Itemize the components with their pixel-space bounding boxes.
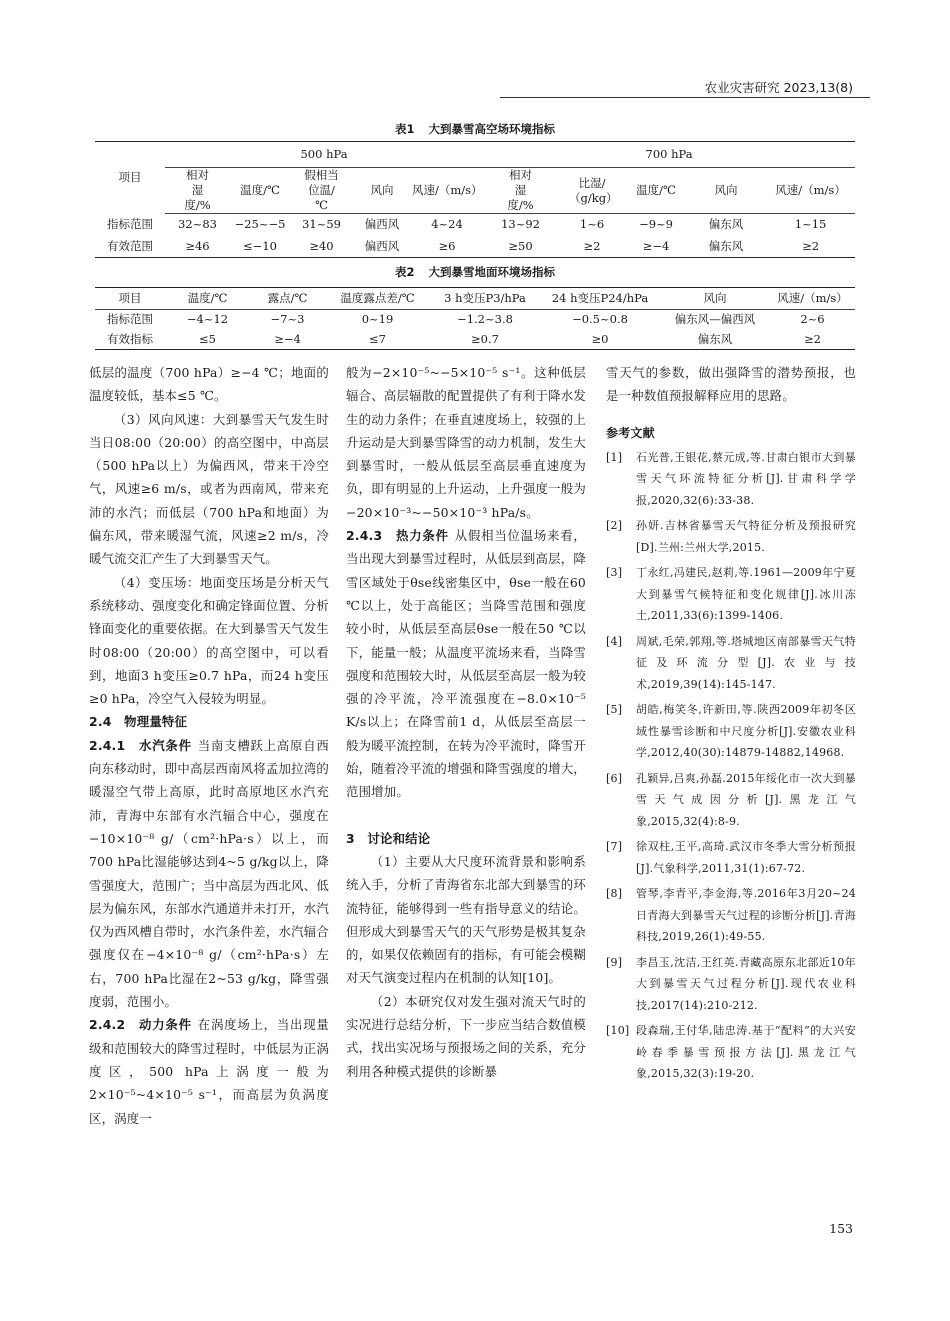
table-cell: 指标范围: [107, 217, 153, 231]
table-cell: ≤7: [369, 331, 386, 346]
paragraph: 2.4.1 水汽条件 当南支槽跃上高原自西向东移动时，即中高层西南风将孟加拉湾的暖湿空气带上高原，此时高原地区水汽充沛，青海中东部有水汽辐合中心，强度在−10×10⁻⁸ g/（cm²·hPa·s）以上，而700 hPa比湿能够达到4~5 g/kg以上，降雪强度大，范围广；当中高层为西北风、低层为偏东风，东部水汽通道并未打开，水汽仅为西风槽自带时，水汽条件差，水汽辐合强度仅在−4×10⁻⁸ g/（cm²·hPa·s）左右，700 hPa比湿在2~53 g/kg，降雪强度弱，范围小。: [89, 737, 330, 1010]
table-cell: 4~24: [431, 217, 463, 232]
table-cell: 有效指标: [107, 331, 153, 346]
reference-item: [2] 孙妍.吉林省暴雪天气特征分析及预报研究[D].兰州:兰州大学,2015.: [606, 519, 856, 554]
table-cell: ≥2: [804, 331, 821, 346]
reference-item: [3] 丁永红,冯建民,赵莉,等.1961—2009年宁夏大到暴雪气候特征和变化规律[J].冰川冻土,2011,33(6):1399-1406.: [606, 566, 856, 623]
table-cell: 偏东风: [708, 238, 744, 253]
table2-header: 24 h变压P24/hPa: [540, 288, 660, 310]
table-row: [95, 330, 855, 350]
paragraph: 雪天气的参数，做出强降雪的潜势预报，也是一种数值预报解释应用的思路。: [606, 365, 856, 404]
table-cell: −1.2~3.8: [457, 312, 513, 327]
paragraph: 低层的温度（700 hPa）≥−4 ℃；地面的温度较低，基本≤5 ℃。: [89, 365, 329, 404]
table-cell: 1~6: [579, 217, 605, 232]
table-cell: ≥2: [802, 238, 820, 253]
table-row: [95, 214, 855, 236]
table-cell: ≥−4: [642, 238, 670, 253]
paragraph: 2.4.2 动力条件 在涡度场上，当出现量级和范围较大的降雪过程时，中低层为正涡度区，500 hPa上涡度一般为2×10⁻⁵~4×10⁻⁵ s⁻¹，而高层为负涡度区，涡度一: [89, 1017, 330, 1126]
table1: [95, 141, 855, 258]
table2-header: 风向: [660, 288, 770, 310]
reference-item: [4] 周斌,毛荣,郭翔,等.塔城地区南部暴雪天气特征及环流分型[J].农业与技术,2019,39(14):145-147.: [606, 634, 856, 691]
table-cell: −9~9: [639, 217, 673, 232]
table-cell: 指标范围: [107, 312, 153, 327]
table2: [95, 287, 855, 350]
subsection-heading-2-4-2: 2.4.2 动力条件: [89, 1017, 192, 1033]
paragraph: （2）本研究仅对发生强对流天气时的实况进行总结分析，下一步应当结合数值模式，找出实况场与预报场之间的关系，充分利用各种模式提供的诊断暴: [346, 993, 586, 1079]
table-cell: ≥0.7: [471, 331, 499, 346]
table2-header: 露点/℃: [250, 288, 325, 310]
table-cell: −4~12: [186, 312, 229, 327]
paragraph: 2.4.3 热力条件 从假相当位温场来看，当出现大到暴雪过程时，从低层到高层，降雪区域处于θse线密集区中，θse一般在60 ℃以上，处于高能区；当降雪范围和强度较小时，从低层至高层θse一般在50 ℃以下，能量一般；从温度平流场来看，当降雪强度和范围较大时，从低层至高层一般为较强的冷平流，冷平流强度在−8.0×10⁻⁵ K/s以上；在降雪前1 d，从低层至高层一般为暖平流控制，在转为冷平流时，降雪开始，随着冷平流的增强和降雪强度的增大，范围增加。: [346, 528, 587, 800]
table-cell: ≥40: [309, 238, 334, 253]
table-cell: 0~19: [361, 312, 394, 327]
table1-header: 比湿/（g/kg）: [558, 168, 626, 214]
paragraph: 般为−2×10⁻⁵~−5×10⁻⁵ s⁻¹。这种低层辐合、高层辐散的配置提供了有利于降水发生的动力条件；在垂直速度场上，较强的上升运动是大到暴雪降雪的动力机制，发生大到暴雪时，一般从低层至高层垂直速度为负，即有明显的上升运动，上升强度一般为−20×10⁻³~−50×10⁻³ hPa/s。: [346, 365, 586, 520]
table-cell: 32~83: [178, 217, 217, 232]
table-cell: ≥−4: [274, 331, 301, 346]
table2-header: 3 h变压P3/hPa: [430, 288, 540, 310]
journal-header: 农业灾害研究 2023,13(8): [704, 80, 853, 95]
subsection-heading-2-4-1: 2.4.1 水汽条件: [89, 737, 192, 753]
table1-header: 相对湿度/%: [483, 168, 558, 214]
body-column-1: [89, 361, 329, 1130]
table-row: [95, 236, 855, 258]
table-cell: ≥2: [583, 238, 601, 253]
table1-number: 表1: [394, 122, 415, 136]
table2-header: 温度/℃: [165, 288, 250, 310]
table1-group-700: 700 hPa: [483, 142, 855, 168]
table1-header: 风速/（m/s）: [766, 168, 855, 214]
subsection-heading-2-4-3: 2.4.3 热力条件: [346, 528, 449, 544]
table-cell: 有效范围: [107, 238, 153, 253]
reference-item: [5] 胡皓,梅笑冬,许新田,等.陕西2009年初冬区域性暴雪诊断和中尺度分析[J].安徽农业科学,2012,40(30):14879-14882,14968.: [606, 703, 856, 760]
table2-header: 风速/（m/s）: [770, 288, 855, 310]
table-cell: ≥6: [438, 238, 456, 253]
table-cell: −25~−5: [234, 217, 286, 232]
table1-caption: [95, 121, 855, 137]
body-column-2: [346, 361, 586, 1083]
table-cell: ≤−10: [243, 238, 277, 253]
table-row: [95, 310, 855, 330]
paragraph: （3）风向风速：大到暴雪天气发生时当日08:00（20:00）的高空图中，中高层（500 hPa以上）为偏西风，带来干冷空气，风速≥6 m/s，或者为西南风，带来充沛的水汽；而低层（700 hPa和地面）为偏东风，带来暖湿气流，风速≥2 m/s，冷暖气流交汇产生了大到暴雪天气。: [89, 411, 329, 567]
table-cell: −0.5~0.8: [572, 312, 628, 327]
table1-header: 温度/℃: [626, 168, 686, 214]
reference-item: [1] 石光普,王银花,蔡元成,等.甘肃白银市大到暴雪天气环流特征分析[J].甘肃科学学报,2020,32(6):33-38.: [606, 450, 856, 507]
reference-item: [9] 李昌玉,沈洁,王红英.青藏高原东北部近10年大到暴雪天气过程分析[J].现代农业科技,2017(14):210-212.: [606, 955, 856, 1012]
table2-number: 表2: [394, 265, 415, 279]
paragraph: （1）主要从大尺度环流背景和影响系统入手，分析了青海省东北部大到暴雪的环流特征，能够得到一些有指导意义的结论。但形成大到暴雪天气的天气形势是极其复杂的，如果仅依赖固有的指标，有可能会模糊对天气演变过程内在机制的认知[10]。: [346, 853, 586, 986]
table1-header: 温度/℃: [230, 168, 290, 214]
page-number: 153: [829, 1221, 853, 1236]
table-cell: 2~6: [800, 312, 825, 327]
paragraph: （4）变压场：地面变压场是分析天气系统移动、强度变化和确定锋面位置、分析锋面变化的重要依据。在大到暴雪天气发生时08:00（20:00）的高空图中，可以看到，地面3 h变压≥0.7 hPa，而24 h变压≥0 hPa，冷空气入侵较为明显。: [89, 574, 329, 707]
table-cell: 偏东风: [697, 331, 733, 346]
table2-caption: [95, 264, 855, 280]
table2-header: 项目: [95, 288, 165, 310]
table-cell: ≥50: [508, 238, 533, 253]
reference-item: [6] 孔颖异,吕爽,孙磊.2015年绥化市一次大到暴雪天气成因分析[J].黑龙江气象,2015,32(4):8-9.: [606, 771, 856, 828]
reference-list: [606, 447, 856, 1085]
table-cell: ≤5: [199, 331, 216, 346]
table-cell: 偏西风: [364, 238, 400, 253]
section-heading-2-4: 2.4 物理量特征: [89, 714, 188, 730]
references-heading: 参考文献: [606, 425, 655, 440]
reference-item: [7] 徐双柱,王平,高琦.武汉市冬季大雪分析预报[J].气象科学,2011,31(1):67-72.: [606, 840, 856, 875]
table1-title: 大到暴雪高空场环境指标: [428, 122, 555, 136]
header-rule: [500, 97, 870, 98]
section-heading-3: 3 讨论和结论: [346, 830, 431, 846]
table2-header: 温度露点差/℃: [325, 288, 430, 310]
reference-item: [8] 管琴,李青平,李金海,等.2016年3月20~24日青海大到暴雪天气过程的诊断分析[J].青海科技,2019,26(1):49-55.: [606, 887, 856, 944]
table-cell: 1~15: [794, 217, 827, 232]
table-cell: 偏西风: [364, 217, 400, 232]
table1-item-header: 项目: [118, 170, 142, 185]
table1-header: 风向: [353, 168, 411, 214]
table-cell: 偏东风: [708, 217, 744, 232]
table1-header: 假相当位温/℃: [290, 168, 353, 214]
table-cell: −7~3: [270, 312, 305, 327]
table1-group-500: 500 hPa: [165, 142, 483, 168]
table-cell: 31~59: [302, 217, 341, 232]
table1-header: 风速/（m/s）: [411, 168, 483, 214]
table-cell: 偏东风—偏西风: [674, 312, 756, 327]
reference-item: [10] 段森瑞,王付华,陆忠涛.基于“配料”的大兴安岭春季暴雪预报方法[J].黑龙江气象,2015,32(3):19-20.: [606, 1024, 856, 1081]
table-cell: ≥46: [185, 238, 210, 253]
table-cell: ≥0: [591, 331, 609, 346]
body-column-3: [606, 361, 856, 1089]
table1-header: 风向: [686, 168, 766, 214]
table-cell: 13~92: [501, 217, 540, 232]
table1-header: 相对湿度/%: [165, 168, 230, 214]
table2-title: 大到暴雪地面环境场指标: [428, 265, 555, 279]
